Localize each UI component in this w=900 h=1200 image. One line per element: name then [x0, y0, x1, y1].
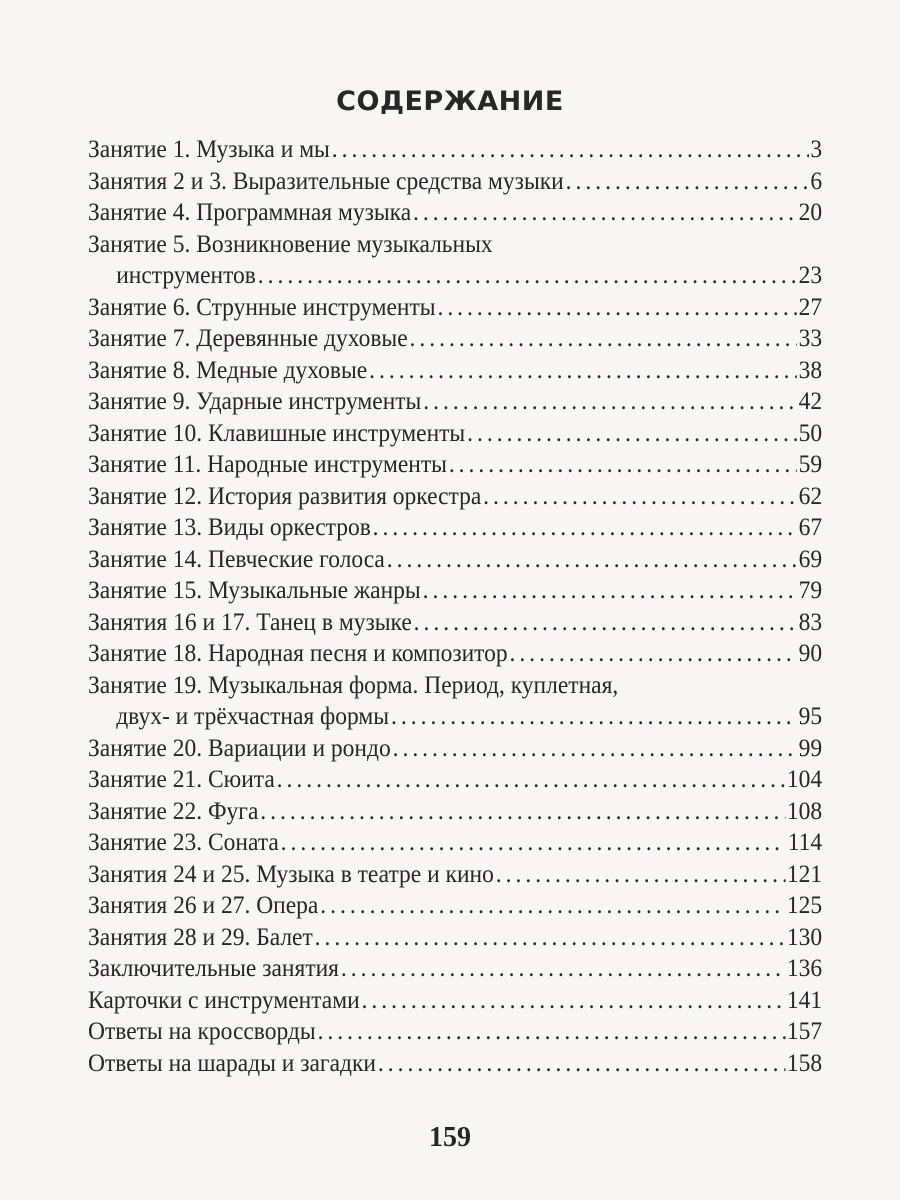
toc-entry-title: Занятие 14. Певческие голоса [88, 545, 385, 573]
toc-entry-title: Занятие 7. Деревянные духовые [88, 325, 408, 352]
toc-entry-title: Занятие 18. Народная песня и композитор [88, 640, 508, 667]
dot-leader [277, 764, 785, 796]
dot-leader [393, 733, 797, 765]
dot-leader [373, 512, 797, 544]
toc-entry[interactable] [88, 890, 822, 922]
toc-entry[interactable] [88, 1016, 822, 1048]
toc-entry[interactable] [88, 166, 822, 198]
toc-entry-title-continuation: инструментов [116, 262, 256, 289]
toc-entry[interactable] [88, 512, 822, 544]
toc-entry-page: 125 [786, 892, 823, 919]
toc-entry-page: 6 [810, 167, 823, 195]
dot-leader [281, 827, 786, 859]
toc-entry[interactable] [88, 670, 822, 702]
toc-entry-page: 121 [786, 860, 823, 888]
toc-entry-page: 50 [798, 419, 823, 447]
toc-entry-title: Занятие 9. Ударные инструменты [88, 388, 422, 415]
toc-entry-page: 99 [798, 734, 823, 762]
dot-leader [437, 292, 796, 324]
toc-entry-title: Ответы на шарады и загадки [88, 1049, 376, 1077]
dot-leader [341, 953, 785, 985]
toc-entry-continuation[interactable] [88, 701, 822, 733]
toc-entry-page: 20 [798, 199, 823, 226]
toc-entry[interactable] [88, 922, 822, 954]
dot-leader [467, 418, 797, 450]
dot-leader [423, 386, 797, 418]
toc-entry[interactable] [88, 953, 822, 985]
toc-entry[interactable] [88, 638, 822, 670]
toc-entry-page: 95 [798, 703, 823, 730]
toc-entry-page: 38 [798, 356, 823, 384]
dot-leader [496, 859, 785, 891]
toc-entry-title: Занятие 15. Музыкальные жанры [88, 577, 421, 604]
toc-entry-title: Занятие 1. Музыка и мы [88, 136, 330, 163]
toc-entry-title: Карточки с инструментами [88, 986, 360, 1014]
dot-leader [258, 260, 797, 292]
dot-leader [387, 544, 797, 576]
dot-leader [318, 1016, 785, 1048]
toc-entry-title: Занятие 13. Виды оркестров [88, 514, 371, 541]
toc-entry[interactable] [88, 323, 822, 355]
toc-entry[interactable] [88, 418, 822, 450]
toc-entry[interactable] [88, 607, 822, 639]
dot-leader [260, 796, 785, 828]
toc-entry-title: Занятие 19. Музыкальная форма. Период, куплетная, [88, 671, 619, 699]
dot-leader [378, 1048, 785, 1080]
toc-entry[interactable] [88, 1048, 822, 1080]
toc-entry-title: Занятие 10. Клавишные инструменты [88, 419, 466, 447]
toc-entry-title: Занятие 20. Вариации и рондо [88, 734, 391, 762]
toc-entry-page: 157 [786, 1018, 823, 1045]
toc-entry-page: 114 [787, 829, 823, 856]
dot-leader [414, 607, 797, 639]
toc-entry[interactable] [88, 764, 822, 796]
toc-entry[interactable] [88, 386, 822, 418]
dot-leader [332, 134, 809, 166]
toc-entry[interactable] [88, 197, 822, 229]
dot-leader [566, 166, 809, 198]
toc-entry[interactable] [88, 481, 822, 513]
toc-entry-page: 33 [798, 325, 823, 352]
dot-leader [410, 323, 797, 355]
dot-leader [391, 701, 797, 733]
toc-entry[interactable] [88, 229, 822, 261]
toc-entry[interactable] [88, 859, 822, 891]
toc-entry-title: Занятие 21. Сюита [88, 766, 275, 793]
toc-entry-page: 3 [810, 136, 823, 163]
dot-leader [449, 449, 797, 481]
table-of-contents [88, 134, 822, 1079]
dot-leader [362, 985, 785, 1017]
toc-entry-title: Занятие 6. Струнные инструменты [88, 293, 436, 321]
toc-entry-title-continuation: двух- и трёхчастная формы [116, 703, 390, 730]
toc-entry-page: 67 [798, 514, 823, 541]
page-number: 159 [429, 1122, 471, 1153]
toc-entry[interactable] [88, 449, 822, 481]
toc-entry[interactable] [88, 292, 822, 324]
toc-entry-title: Занятие 4. Программная музыка [88, 199, 412, 226]
toc-entry-title: Занятие 8. Медные духовые [88, 356, 368, 384]
toc-entry-title: Занятия 2 и 3. Выразительные средства музыки [88, 167, 564, 195]
toc-entry[interactable] [88, 544, 822, 576]
toc-entry-page: 62 [798, 482, 823, 510]
toc-entry-page: 83 [798, 608, 823, 636]
toc-entry[interactable] [88, 355, 822, 387]
toc-entry-title: Занятия 24 и 25. Музыка в театре и кино [88, 860, 494, 888]
toc-entry-title: Занятия 26 и 27. Опера [88, 892, 319, 919]
toc-entry[interactable] [88, 733, 822, 765]
toc-entry-title: Занятия 28 и 29. Балет [88, 923, 313, 951]
dot-leader [423, 575, 797, 607]
dot-leader [413, 197, 797, 229]
toc-entry[interactable] [88, 134, 822, 166]
toc-entry-page: 158 [786, 1049, 823, 1077]
toc-entry-title: Занятия 16 и 17. Танец в музыке [88, 608, 412, 636]
toc-entry-title: Занятие 23. Соната [88, 829, 279, 856]
toc-entry[interactable] [88, 985, 822, 1017]
toc-entry-title: Заключительные занятия [88, 955, 339, 982]
toc-entry-continuation[interactable] [88, 260, 822, 292]
toc-entry-page: 27 [798, 293, 823, 321]
toc-entry[interactable] [88, 796, 822, 828]
toc-entry-title: Занятие 5. Возникновение музыкальных [88, 230, 493, 258]
toc-entry-title: Занятие 11. Народные инструменты [88, 451, 447, 478]
toc-entry-page: 104 [786, 766, 823, 793]
toc-entry-page: 59 [798, 451, 823, 478]
toc-entry-page: 90 [798, 640, 823, 667]
toc-entry-page: 42 [798, 388, 823, 415]
dot-leader [315, 922, 785, 954]
toc-entry-page: 141 [786, 986, 823, 1014]
toc-entry-title: Занятие 22. Фуга [88, 797, 259, 825]
page-title: СОДЕРЖАНИЕ [336, 86, 564, 117]
toc-entry-page: 136 [786, 955, 823, 982]
toc-entry-page: 79 [798, 577, 823, 604]
toc-entry-title: Ответы на кроссворды [88, 1018, 316, 1045]
dot-leader [320, 890, 785, 922]
dot-leader [369, 355, 797, 387]
toc-entry-page: 69 [798, 545, 823, 573]
toc-entry-title: Занятие 12. История развития оркестра [88, 482, 482, 510]
toc-entry-page: 23 [798, 262, 823, 289]
toc-entry-page: 108 [786, 797, 823, 825]
dot-leader [483, 481, 797, 513]
dot-leader [510, 638, 797, 670]
toc-entry[interactable] [88, 827, 822, 859]
toc-entry[interactable] [88, 575, 822, 607]
toc-entry-page: 130 [786, 923, 823, 951]
